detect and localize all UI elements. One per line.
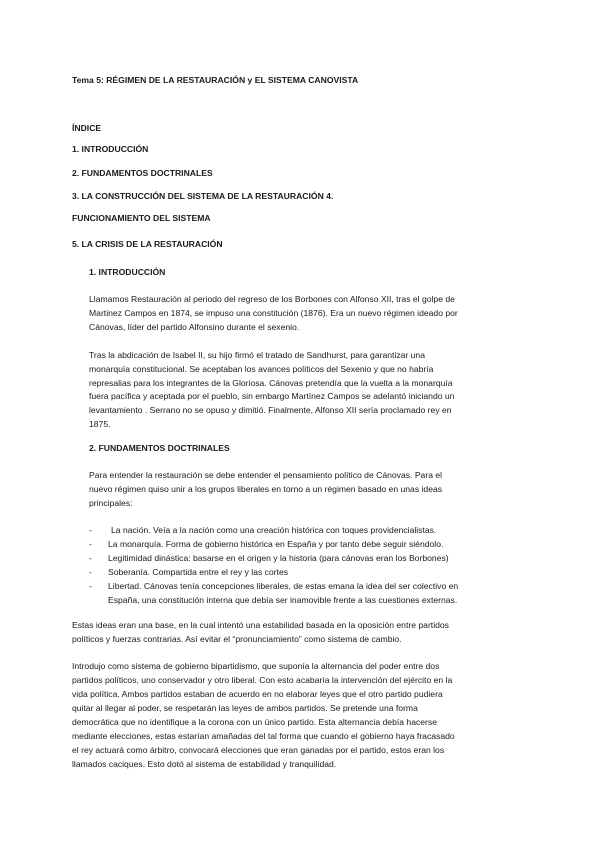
- document-title: Tema 5: RÉGIMEN DE LA RESTAURACIÓN y EL SISTEMA CANOVISTA: [72, 75, 359, 85]
- bullet-marker: -: [89, 567, 92, 577]
- section2-heading: 2. FUNDAMENTOS DOCTRINALES: [89, 443, 230, 453]
- bullet-marker: -: [89, 553, 92, 563]
- list-item: Soberanía. Compartida entre el rey y las cortes: [108, 567, 289, 577]
- paragraph-line: principales:: [89, 498, 133, 508]
- list-item: Libertad. Cánovas tenía concepciones liberales, de estas emana la idea del ser colectivo en: [108, 581, 459, 591]
- index-item: 1. INTRODUCCIÓN: [72, 144, 149, 154]
- paragraph-line: políticos y fuerzas contrarias. Así evitar el “pronunciamiento” como sistema de cambio.: [72, 634, 402, 644]
- list-item: La nación. Veía a la nación como una creación histórica con toques providencialistas.: [111, 525, 437, 535]
- paragraph-line: democrática que no identifique a la corona con un único partido. Esta alternancia debía hacerse: [72, 717, 437, 727]
- list-item: La monarquía. Forma de gobierno histórica en España y por tanto debe seguir siéndolo.: [108, 539, 444, 549]
- section1-heading: 1. INTRODUCCIÓN: [89, 267, 166, 277]
- paragraph-line: Para entender la restauración se debe entender el pensamiento político de Cánovas. Para el: [89, 470, 443, 480]
- paragraph-line: vida política. Ambos partidos estaban de acuerdo en no elaborar leyes que el otro partido pudiera: [72, 689, 443, 699]
- list-item: España, una constitución interna que debía ser inamovible frente a las cuestiones externas.: [108, 595, 458, 605]
- paragraph-line: mediante elecciones, estas estarían amañadas del tal forma que cuando el gobierno haya fracasado: [72, 731, 455, 741]
- paragraph-line: fuera pacífica y aceptada por el pueblo, sin embargo Martínez Campos se adelantó iniciando un: [89, 391, 455, 401]
- paragraph-line: monarquía constitucional. Se aceptaban los avances políticos del Sexenio y que no habría: [89, 364, 434, 374]
- paragraph-line: partidos políticos, uno conservador y otro liberal. Con esto acabaría la intervención del ejército en la: [72, 675, 453, 685]
- paragraph-line: Introdujo como sistema de gobierno bipartidismo, que suponía la alternancia del poder entre dos: [72, 661, 440, 671]
- bullet-marker: -: [89, 539, 92, 549]
- paragraph-line: Tras la abdicación de Isabel II, su hijo firmó el tratado de Sandhurst, para garantizar una: [89, 350, 425, 360]
- list-item: Legitimidad dinástica: basarse en el origen y la historia (para cánovas eran los Borbones): [108, 553, 449, 563]
- paragraph-line: Martinez Campos en 1874, se impuso una constitución (1876). Era un nuevo régimen ideado por: [89, 308, 458, 318]
- index-item: 2. FUNDAMENTOS DOCTRINALES: [72, 168, 213, 178]
- index-item: 3. LA CONSTRUCCIÓN DEL SISTEMA DE LA RESTAURACIÓN 4.: [72, 191, 334, 201]
- paragraph-line: Estas ideas eran una base, en la cual intentó una estabilidad basada en la oposición entre partidos: [72, 620, 449, 630]
- paragraph-line: 1875.: [89, 419, 111, 429]
- paragraph-line: llamados caciques. Esto dotó al sistema de estabilidad y tranquilidad.: [72, 759, 337, 769]
- paragraph-line: el rey actuará como árbitro, convocará elecciones que eran ganadas por el partido, estos eran los: [72, 745, 445, 755]
- paragraph-line: levantamiento . Serrano no se opuso y dimitió. Finalmente, Alfonso XII sería proclamado rey en: [89, 405, 452, 415]
- paragraph-line: nuevo régimen quiso unir a los grupos liberales en torno a un régimen basado en unas ideas: [89, 484, 443, 494]
- index-item: 5. LA CRISIS DE LA RESTAURACIÓN: [72, 239, 223, 249]
- bullet-marker: -: [89, 581, 92, 591]
- paragraph-line: Llamamos Restauración al periodo del regreso de los Borbones con Alfonso XII, tras el golpe de: [89, 294, 455, 304]
- index-heading: ÍNDICE: [72, 123, 102, 133]
- paragraph-line: quitar al llegar al poder, se respetarán las leyes de ambos partidos. Se pretende una forma: [72, 703, 418, 713]
- bullet-marker: -: [89, 525, 92, 535]
- index-item: FUNCIONAMIENTO DEL SISTEMA: [72, 213, 211, 223]
- paragraph-line: Cánovas, líder del partido Alfonsino durante el sexenio.: [89, 322, 300, 332]
- paragraph-line: represalias para los integrantes de la Gloriosa. Cánovas pretendía que la vuelta a la monarquía: [89, 378, 453, 388]
